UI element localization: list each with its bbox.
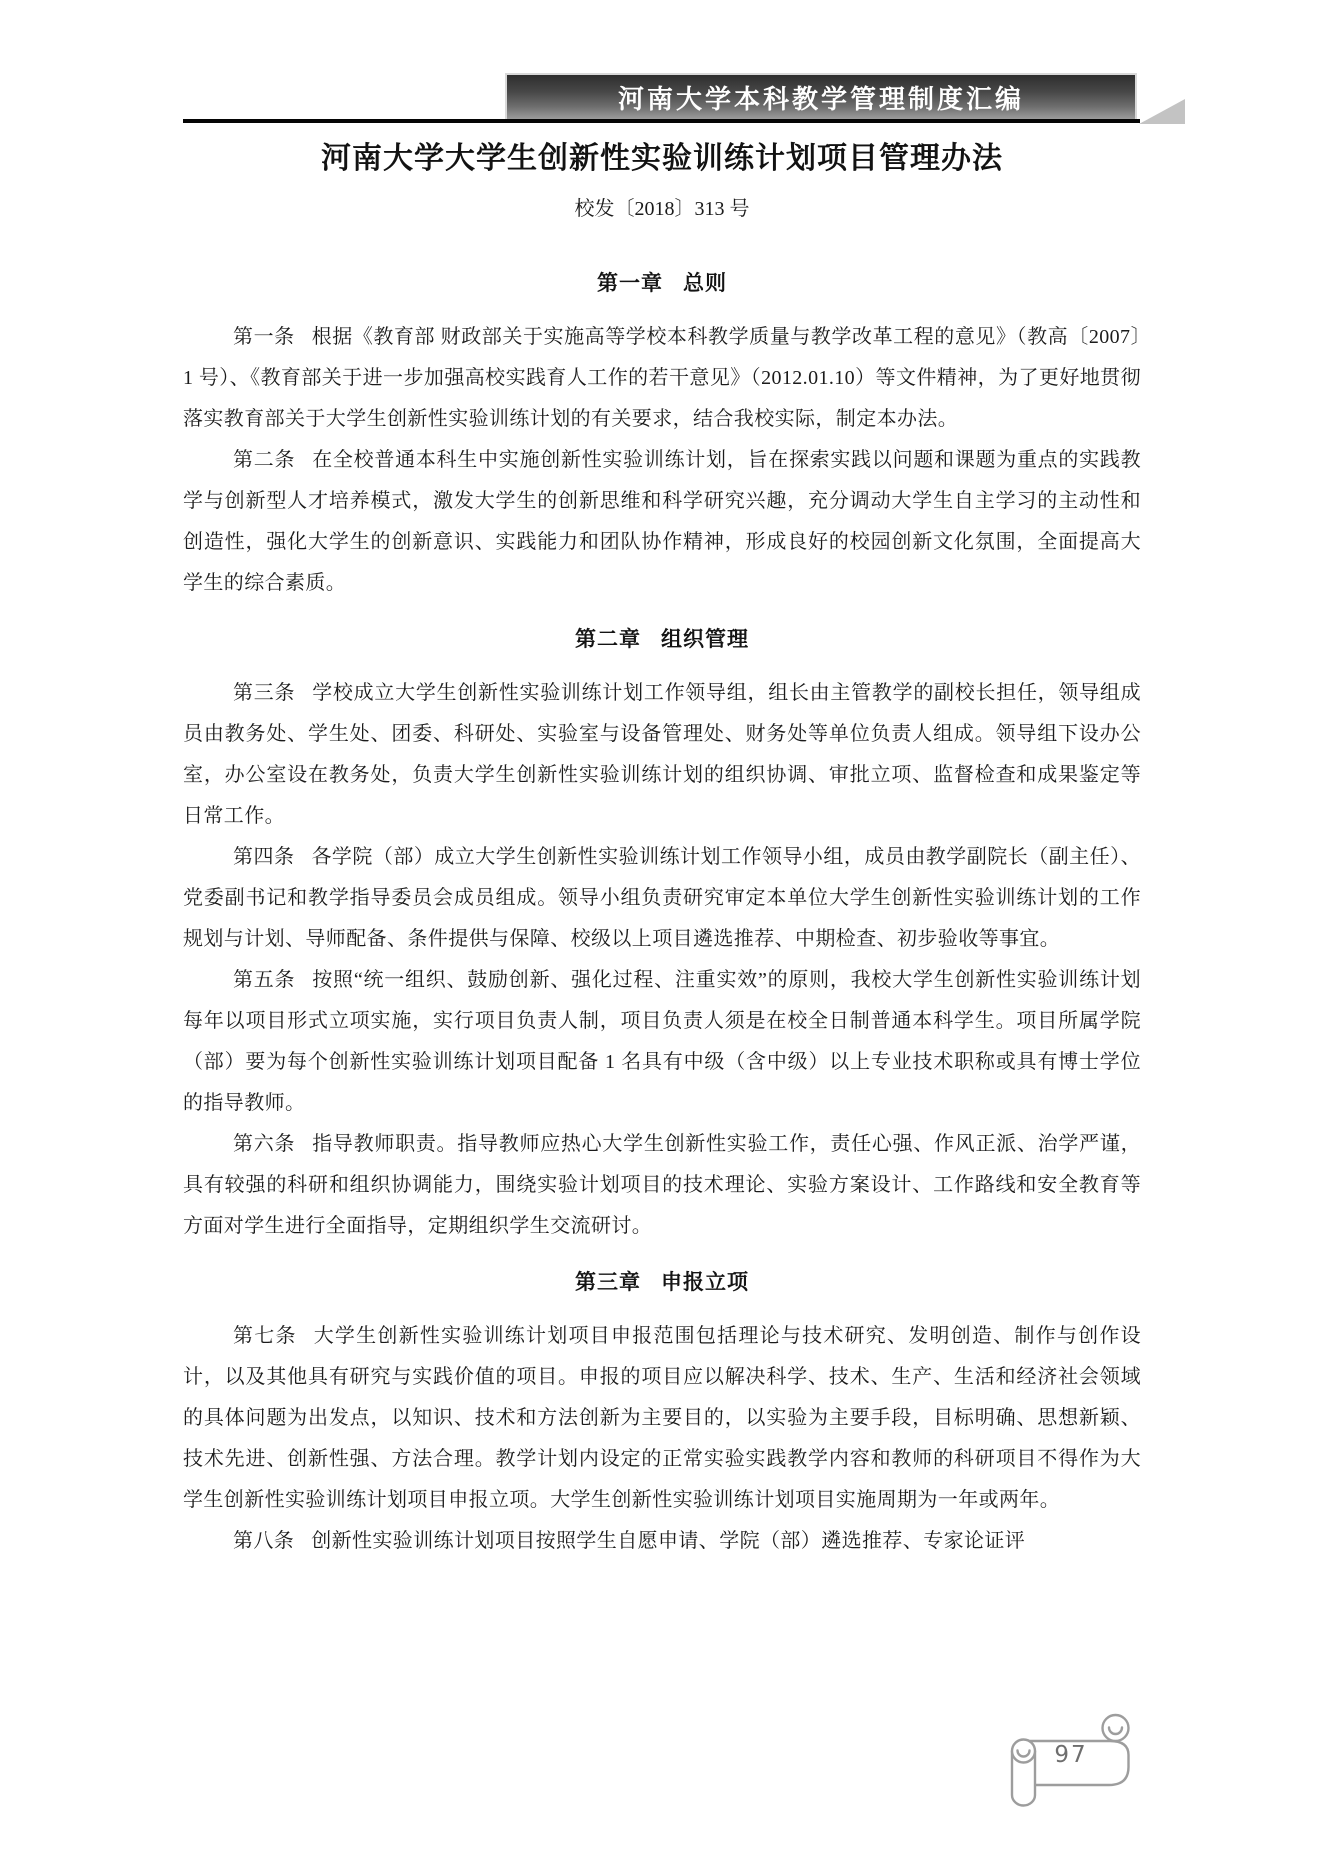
article-lead: 第七条 (233, 1325, 297, 1347)
chapter-number: 第一章 (597, 272, 664, 295)
chapter-title: 总则 (682, 272, 727, 295)
article-lead: 第八条 (233, 1530, 295, 1552)
chapter-title: 申报立项 (660, 1271, 749, 1294)
document-title: 河南大学大学生创新性实验训练计划项目管理办法 (321, 142, 1003, 175)
chapter-heading-2 (183, 619, 1141, 661)
article-text: 根据《教育部 财政部关于实施高等学校本科教学质量与教学改革工程的意见》（教高〔2007〕1 号）、《教育部关于进一步加强高校实践育人工作的若干意见》（2012.01.10）等文件精神，为了更好地贯彻落实教育部关于大学生创新性实验训练计划的有关要求，结合我校实际，制定本办法。 (183, 326, 1141, 430)
article-paragraph (183, 960, 1141, 1124)
document-number: 校发〔2018〕313 号 (574, 198, 750, 220)
article-paragraph (183, 1521, 1141, 1562)
article-lead: 第五条 (233, 969, 296, 991)
article-text: 各学院（部）成立大学生创新性实验训练计划工作领导小组，成员由教学副院长（副主任）、党委副书记和教学指导委员会成员组成。领导小组负责研究审定本单位大学生创新性实验训练计划的工作规划与计划、导师配备、条件提供与保障、校级以上项目遴选推荐、中期检查、初步验收等事宜。 (183, 846, 1141, 950)
article-lead: 第六条 (233, 1133, 296, 1155)
chapter-number: 第三章 (575, 1271, 642, 1294)
article-paragraph (183, 837, 1141, 960)
chapter-heading-1 (183, 263, 1141, 305)
article-paragraph (183, 1316, 1141, 1521)
chapter-number: 第二章 (575, 628, 642, 651)
article-text: 在全校普通本科生中实施创新性实验训练计划，旨在探索实践以问题和课题为重点的实践教学与创新型人才培养模式，激发大学生的创新思维和科学研究兴趣，充分调动大学生自主学习的主动性和创造性，强化大学生的创新意识、实践能力和团队协作精神，形成良好的校园创新文化氛围，全面提高大学生的综合素质。 (183, 449, 1141, 594)
article-paragraph (183, 317, 1141, 440)
article-lead: 第四条 (233, 846, 295, 868)
article-text: 创新性实验训练计划项目按照学生自愿申请、学院（部）遴选推荐、专家论证评 (311, 1530, 1026, 1552)
chapter-title: 组织管理 (660, 628, 749, 651)
article-text: 大学生创新性实验训练计划项目申报范围包括理论与技术研究、发明创造、制作与创作设计，以及其他具有研究与实践价值的项目。申报的项目应以解决科学、技术、生产、生活和经济社会领域的具体问题为出发点，以知识、技术和方法创新为主要目的，以实验为主要手段，目标明确、思想新颖、技术先进、创新性强、方法合理。教学计划内设定的正常实验实践教学内容和教师的科研项目不得作为大学生创新性实验训练计划项目申报立项。大学生创新性实验训练计划项目实施周期为一年或两年。 (183, 1325, 1141, 1511)
header-banner-title: 河南大学本科教学管理制度汇编 (617, 84, 1024, 114)
article-paragraph (183, 1124, 1141, 1247)
article-lead: 第一条 (233, 326, 295, 348)
article-lead: 第三条 (233, 682, 296, 704)
article-text: 学校成立大学生创新性实验训练计划工作领导组，组长由主管教学的副校长担任，领导组成员由教务处、学生处、团委、科研处、实验室与设备管理处、财务处等单位负责人组成。领导组下设办公室，办公室设在教务处，负责大学生创新性实验训练计划的组织协调、审批立项、监督检查和成果鉴定等日常工作。 (183, 682, 1141, 827)
page-number: 97 (1054, 1742, 1088, 1768)
header-banner (505, 73, 1137, 119)
article-paragraph (183, 440, 1141, 604)
banner-tail-decoration (1139, 99, 1185, 124)
document-body (183, 138, 1141, 1562)
article-lead: 第二条 (233, 449, 296, 471)
header-rule (183, 119, 1140, 123)
article-paragraph (183, 673, 1141, 837)
article-text: 指导教师职责。指导教师应热心大学生创新性实验工作，责任心强、作风正派、治学严谨，具有较强的科研和组织协调能力，围绕实验计划项目的技术理论、实验方案设计、工作路线和安全教育等方面对学生进行全面指导，定期组织学生交流研讨。 (183, 1133, 1141, 1237)
chapter-heading-3 (183, 1262, 1141, 1304)
article-text: 按照“统一组织、鼓励创新、强化过程、注重实效”的原则，我校大学生创新性实验训练计划每年以项目形式立项实施，实行项目负责人制，项目负责人须是在校全日制普通本科学生。项目所属学院（部）要为每个创新性实验训练计划项目配备 1 名具有中级（含中级）以上专业技术职称或具有博士学位的指导教师。 (183, 969, 1141, 1114)
